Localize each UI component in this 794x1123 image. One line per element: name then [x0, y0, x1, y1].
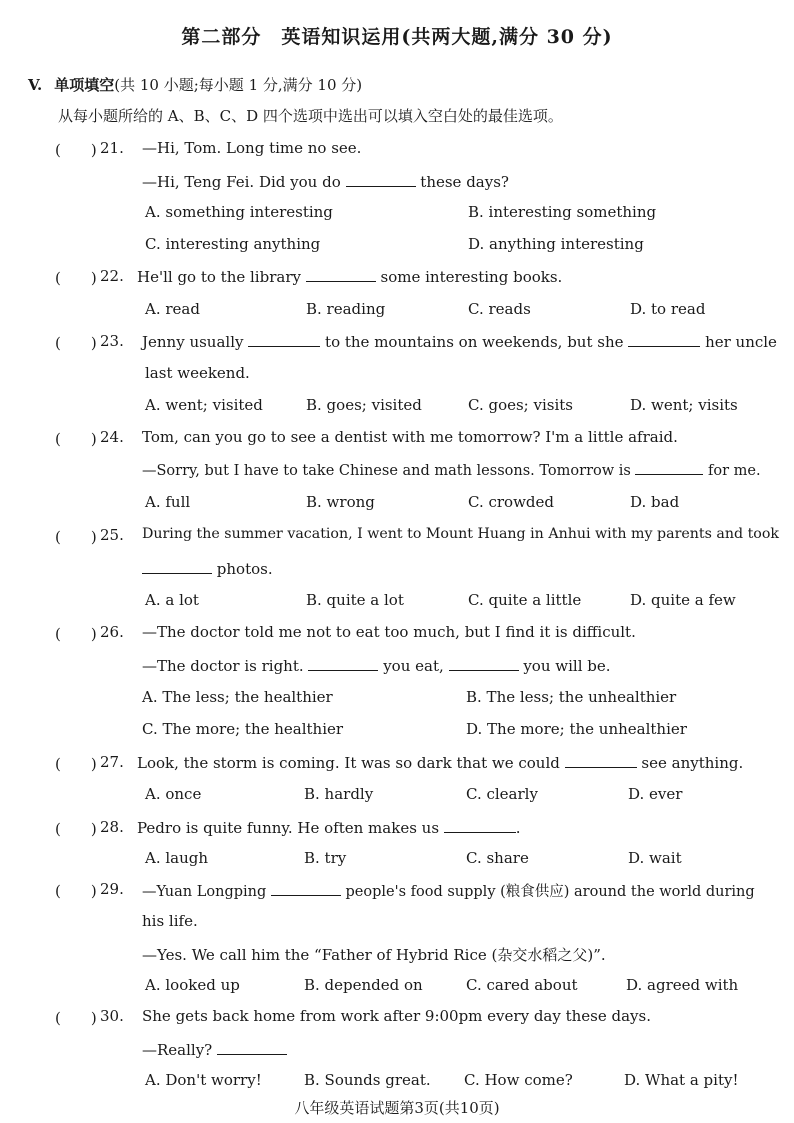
- option-a[interactable]: A. went; visited: [145, 396, 263, 414]
- option-d[interactable]: D. anything interesting: [468, 235, 644, 253]
- question-stem: —Yuan Longping: [142, 884, 267, 900]
- section-number: V.: [28, 76, 43, 94]
- option-b[interactable]: B. Sounds great.: [304, 1071, 431, 1089]
- option-d[interactable]: D. ever: [628, 785, 683, 803]
- question-stem: He'll go to the library: [137, 268, 301, 286]
- question-stem: —The doctor told me not to eat too much, but I find it is difficult.: [142, 623, 636, 641]
- question-number: 24.: [100, 428, 124, 446]
- answer-bracket[interactable]: ( ): [55, 141, 97, 159]
- question-number: 23.: [100, 332, 124, 350]
- option-d[interactable]: D. The more; the unhealthier: [466, 720, 687, 738]
- answer-bracket[interactable]: ( ): [55, 755, 97, 773]
- question-number: 21.: [100, 139, 124, 157]
- question-stem: to the mountains on weekends, but she: [325, 333, 624, 351]
- question-stem: see anything.: [641, 754, 744, 772]
- question-stem: last weekend.: [145, 364, 250, 382]
- question-stem-line: [142, 559, 273, 578]
- question-stem: —Yes. We call him the “Father of Hybrid Rice (杂交水稻之父)”.: [142, 946, 606, 964]
- question-stem: people's food supply (粮食供应) around the world during: [345, 884, 755, 900]
- option-b[interactable]: B. try: [304, 849, 347, 867]
- question-stem: —Hi, Tom. Long time no see.: [142, 139, 362, 157]
- answer-bracket[interactable]: ( ): [55, 430, 97, 448]
- option-a[interactable]: A. something interesting: [145, 203, 333, 221]
- option-c[interactable]: C. goes; visits: [468, 396, 573, 414]
- answer-blank[interactable]: [346, 172, 416, 187]
- question-stem-line: [142, 460, 761, 479]
- option-a[interactable]: A. looked up: [145, 976, 240, 994]
- question-stem: photos.: [216, 560, 273, 578]
- question-stem-line: [142, 332, 777, 351]
- option-c[interactable]: C. reads: [468, 300, 531, 318]
- answer-bracket[interactable]: ( ): [55, 820, 97, 838]
- question-stem: During the summer vacation, I went to Mount Huang in Anhui with my parents and took: [142, 526, 779, 542]
- question-number: 28.: [100, 818, 124, 836]
- answer-blank[interactable]: [449, 656, 519, 671]
- option-a[interactable]: A. full: [145, 493, 191, 511]
- part-title: 第二部分 英语知识运用(共两大题,满分 30 分): [181, 26, 613, 48]
- question-stem: you eat,: [383, 657, 444, 675]
- answer-blank[interactable]: [217, 1040, 287, 1055]
- option-a[interactable]: A. Don't worry!: [145, 1071, 262, 1089]
- answer-bracket[interactable]: ( ): [55, 334, 97, 352]
- answer-bracket[interactable]: ( ): [55, 882, 97, 900]
- option-d[interactable]: D. agreed with: [626, 976, 739, 994]
- answer-bracket[interactable]: ( ): [55, 625, 97, 643]
- answer-blank[interactable]: [142, 559, 212, 574]
- option-c[interactable]: C. quite a little: [468, 591, 582, 609]
- question-stem: her uncle: [705, 333, 777, 351]
- question-stem: Pedro is quite funny. He often makes us: [137, 819, 440, 837]
- option-d[interactable]: D. to read: [630, 300, 706, 318]
- answer-blank[interactable]: [308, 656, 378, 671]
- question-stem: some interesting books.: [380, 268, 563, 286]
- option-c[interactable]: C. cared about: [466, 976, 578, 994]
- option-a[interactable]: A. a lot: [145, 591, 199, 609]
- option-d[interactable]: D. What a pity!: [624, 1071, 739, 1089]
- question-stem: —Really?: [142, 1041, 213, 1059]
- question-number: 30.: [100, 1007, 124, 1025]
- option-b[interactable]: B. depended on: [304, 976, 423, 994]
- answer-blank[interactable]: [271, 881, 341, 896]
- answer-blank[interactable]: [635, 460, 703, 475]
- question-stem: Jenny usually: [142, 333, 244, 351]
- question-stem-line: [137, 818, 521, 837]
- option-a[interactable]: A. once: [145, 785, 202, 803]
- option-b[interactable]: B. The less; the unhealthier: [466, 688, 677, 706]
- page-footer: 八年级英语试题第3页(共10页): [294, 1099, 500, 1117]
- answer-blank[interactable]: [565, 753, 637, 768]
- option-a[interactable]: A. The less; the healthier: [142, 688, 333, 706]
- option-c[interactable]: C. The more; the healthier: [142, 720, 344, 738]
- question-stem: for me.: [708, 463, 761, 479]
- option-b[interactable]: B. quite a lot: [306, 591, 404, 609]
- option-c[interactable]: C. interesting anything: [145, 235, 321, 253]
- answer-blank[interactable]: [248, 332, 320, 347]
- question-stem-line: [142, 1040, 287, 1059]
- answer-blank[interactable]: [444, 818, 516, 833]
- option-c[interactable]: C. crowded: [468, 493, 555, 511]
- option-c[interactable]: C. clearly: [466, 785, 538, 803]
- option-c[interactable]: C. How come?: [464, 1071, 573, 1089]
- question-stem: She gets back home from work after 9:00pm every day these days.: [142, 1007, 651, 1025]
- question-number: 25.: [100, 526, 124, 544]
- question-stem-line: [142, 880, 755, 901]
- option-b[interactable]: B. wrong: [306, 493, 375, 511]
- section-detail: (共 10 小题;每小题 1 分,满分 10 分): [114, 76, 363, 94]
- question-stem: Tom, can you go to see a dentist with me tomorrow? I'm a little afraid.: [142, 428, 678, 446]
- question-number: 26.: [100, 623, 124, 641]
- question-stem: —Sorry, but I have to take Chinese and math lessons. Tomorrow is: [142, 463, 631, 479]
- option-b[interactable]: B. interesting something: [468, 203, 657, 221]
- option-b[interactable]: B. reading: [306, 300, 386, 318]
- question-stem: you will be.: [523, 657, 611, 675]
- question-stem-line: [137, 753, 743, 772]
- question-number: 29.: [100, 880, 124, 898]
- question-stem-line: [142, 656, 611, 675]
- question-stem: .: [515, 819, 521, 837]
- question-stem-line: [137, 267, 562, 286]
- option-d[interactable]: D. bad: [630, 493, 680, 511]
- question-stem: these days?: [420, 173, 509, 191]
- section-instruction: 从每小题所给的 A、B、C、D 四个选项中选出可以填入空白处的最佳选项。: [58, 107, 563, 125]
- section-name: 单项填空: [54, 76, 115, 94]
- option-a[interactable]: A. read: [145, 300, 200, 318]
- answer-bracket[interactable]: ( ): [55, 269, 97, 287]
- answer-bracket[interactable]: ( ): [55, 1009, 97, 1027]
- answer-blank[interactable]: [306, 267, 376, 282]
- option-b[interactable]: B. goes; visited: [306, 396, 422, 414]
- question-stem: —The doctor is right.: [142, 657, 304, 675]
- question-stem-line: [142, 172, 509, 191]
- option-a[interactable]: A. laugh: [145, 849, 209, 867]
- answer-bracket[interactable]: ( ): [55, 528, 97, 546]
- option-d[interactable]: D. went; visits: [630, 396, 738, 414]
- option-b[interactable]: B. hardly: [304, 785, 374, 803]
- question-stem: —Hi, Teng Fei. Did you do: [142, 173, 341, 191]
- question-stem: his life.: [142, 912, 198, 930]
- section-heading: [28, 74, 362, 95]
- question-number: 22.: [100, 267, 124, 285]
- question-stem: Look, the storm is coming. It was so dark that we could: [137, 754, 560, 772]
- answer-blank[interactable]: [628, 332, 700, 347]
- option-d[interactable]: D. wait: [628, 849, 682, 867]
- option-d[interactable]: D. quite a few: [630, 591, 736, 609]
- question-number: 27.: [100, 753, 124, 771]
- option-c[interactable]: C. share: [466, 849, 529, 867]
